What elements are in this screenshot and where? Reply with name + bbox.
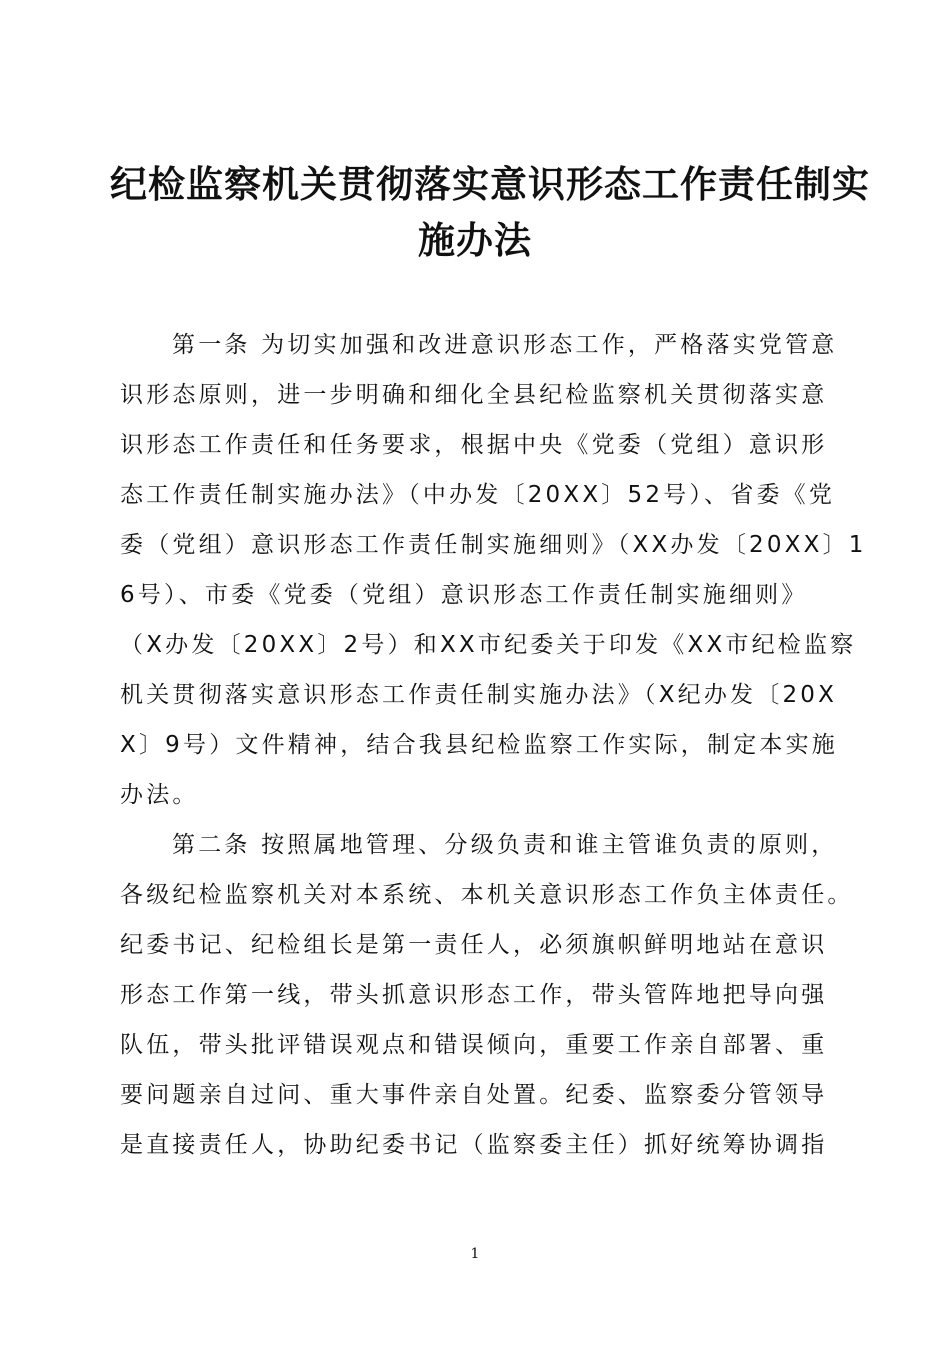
paragraph-line: 队伍，带头批评错误观点和错误倾向，重要工作亲自部署、重 [120,1032,828,1058]
paragraph-line: 要问题亲自过问、重大事件亲自处置。纪委、监察委分管领导 [120,1082,828,1108]
paragraph-line: 委（党组）意识形态工作责任制实施细则》（XX办发〔20XX〕1 [120,532,867,558]
paragraph-article-1 [120,320,867,820]
page-number: 1 [470,1246,480,1262]
paragraph-line: （X办发〔20XX〕2号）和XX市纪委关于印发《XX市纪检监察 [120,632,857,658]
paragraph-line: 各级纪检监察机关对本系统、本机关意识形态工作负主体责任。 [120,882,854,908]
title-line-2: 施办法 [418,218,532,262]
paragraph-line: X〕9号）文件精神，结合我县纪检监察工作实际，制定本实施 [120,732,838,758]
paragraph-line: 纪委书记、纪检组长是第一责任人，必须旗帜鲜明地站在意识 [120,932,828,958]
paragraph-article-2 [120,820,854,1170]
paragraph-line: 识形态原则，进一步明确和细化全县纪检监察机关贯彻落实意 [120,382,828,408]
paragraph-line: 6号）、市委《党委（党组）意识形态工作责任制实施细则》 [120,582,808,608]
paragraph-line: 识形态工作责任和任务要求，根据中央《党委（党组）意识形 [120,432,828,458]
paragraph-line: 第一条 为切实加强和改进意识形态工作，严格落实党管意 [172,332,838,358]
paragraph-line: 办法。 [120,782,199,808]
document-title [110,156,870,268]
paragraph-line: 态工作责任制实施办法》（中办发〔20XX〕52号）、省委《党 [120,482,836,508]
paragraph-line: 形态工作第一线，带头抓意识形态工作，带头管阵地把导向强 [120,982,828,1008]
paragraph-line: 是直接责任人，协助纪委书记（监察委主任）抓好统筹协调指 [120,1132,828,1158]
paragraph-line: 机关贯彻落实意识形态工作责任制实施办法》（X纪办发〔20X [120,682,838,708]
title-line-1: 纪检监察机关贯彻落实意识形态工作责任制实 [110,162,870,206]
paragraph-line: 第二条 按照属地管理、分级负责和谁主管谁负责的原则， [172,832,838,858]
document-body [120,320,867,1170]
